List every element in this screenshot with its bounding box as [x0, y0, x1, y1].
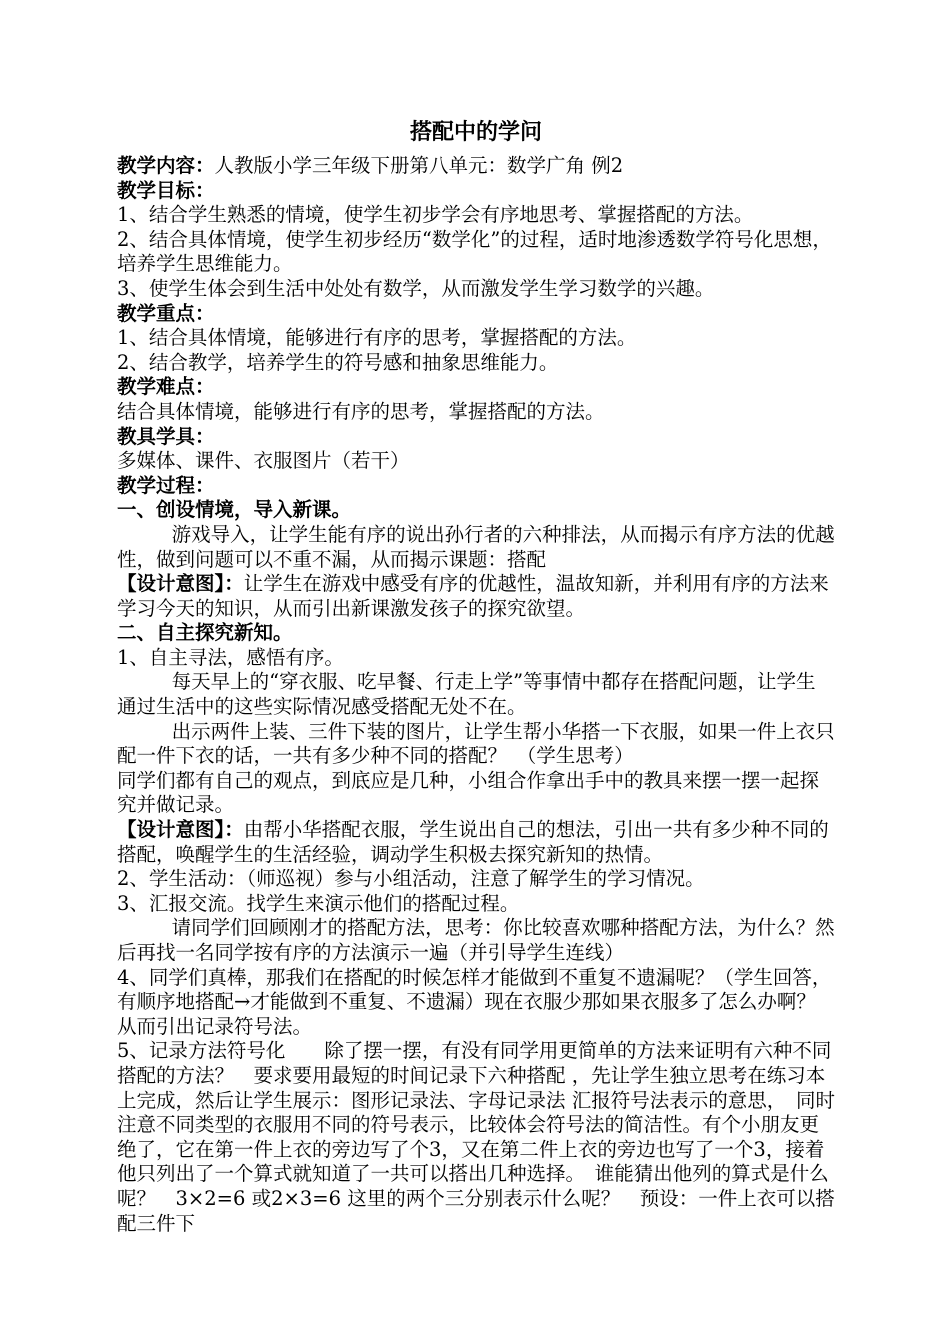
- content-label: 教学内容：: [117, 154, 215, 177]
- section1-design-intent: [117, 572, 835, 621]
- section2-item: 1、自主寻法，感悟有序。: [117, 645, 344, 669]
- section2-paragraph: 同学们都有自己的观点，到底应是几种，小组合作拿出手中的教具来摆一摆一起探究并做记录。: [117, 768, 820, 817]
- goals-heading: 教学目标：: [117, 178, 215, 202]
- section2-item: 2、学生活动：（师巡视）参与小组活动，注意了解学生的学习情况。: [117, 867, 705, 891]
- focus-heading: 教学重点：: [117, 301, 215, 325]
- content-text: 人教版小学三年级下册第八单元：数学广角 例2: [214, 154, 624, 177]
- design-intent-label: 【设计意图】：: [117, 818, 244, 842]
- content-line: [117, 154, 835, 179]
- process-heading: 教学过程：: [117, 473, 215, 497]
- section2-design-intent: [117, 818, 835, 867]
- goal-item: 3、使学生体会到生活中处处有数学，从而激发学生学习数学的兴趣。: [117, 276, 715, 300]
- difficulty-text: 结合具体情境，能够进行有序的思考，掌握搭配的方法。: [117, 399, 605, 423]
- section2-item: 3、汇报交流。找学生来演示他们的搭配过程。: [117, 891, 520, 915]
- tools-heading: 教具学具：: [117, 424, 215, 448]
- section2-paragraph: 出示两件上装、三件下装的图片，让学生帮小华搭一下衣服，如果一件上衣只配一件下衣的话，一共有多少种不同的搭配？ （学生思考）: [117, 719, 835, 768]
- design-intent-label: 【设计意图】：: [117, 572, 244, 596]
- section2-item: 5、记录方法符号化 除了摆一摆，有没有同学用更简单的方法来证明有六种不同搭配的方法？ 要求要用最短的时间记录下六种搭配 ，先让学生独立思考在练习本上完成，然后让学生展示：图形记录法、字母记录法 汇报符号法表示的意思， 同时注意不同类型的衣服用不同的符号表示，比较体会符号法的简洁性。有个小朋友更绝了，它在第一件上衣的旁边写了个3，又在第二件上衣的旁边也写了一个3，接着他只列出了一个算式就知道了一共可以搭出几种选择。 谁能猜出他列的算式是什么呢？ 3×2=6 或2×3=6 这里的两个三分别表示什么呢？ 预设：一件上衣可以搭配三件下: [117, 1039, 835, 1235]
- difficulty-heading: 教学难点：: [117, 375, 215, 399]
- section1-heading: 一、创设情境，导入新课。: [117, 498, 352, 522]
- design-intent-text: 由帮小华搭配衣服，学生说出自己的想法，引出一共有多少种不同的搭配，唤醒学生的生活经验，调动学生积极去探究新知的热情。: [117, 818, 829, 866]
- focus-item: 1、结合具体情境，能够进行有序的思考，掌握搭配的方法。: [117, 326, 637, 350]
- section1-paragraph: 游戏导入，让学生能有序的说出孙行者的六种排法，从而揭示有序方法的优越性，做到问题可以不重不漏，从而揭示课题：搭配: [117, 522, 835, 571]
- section2-heading: 二、自主探究新知。: [117, 621, 293, 645]
- goal-item: 1、结合学生熟悉的情境，使学生初步学会有序地思考、掌握搭配的方法。: [117, 203, 754, 227]
- document-page: [117, 112, 835, 1236]
- section2-paragraph: 请同学们回顾刚才的搭配方法，思考：你比较喜欢哪种搭配方法，为什么？然后再找一名同学按有序的方法演示一遍（并引导学生连线）: [117, 916, 835, 964]
- goal-item: 2、结合具体情境，使学生初步经历“数学化”的过程，适时地渗透数学符号化思想，培养学生思维能力。: [117, 227, 832, 276]
- focus-item: 2、结合教学，培养学生的符号感和抽象思维能力。: [117, 350, 559, 374]
- section2-paragraph: 每天早上的“穿衣服、吃早餐、行走上学”等事情中都存在搭配问题，让学生通过生活中的这些实际情况感受搭配无处不在。: [117, 670, 816, 719]
- tools-text: 多媒体、课件、衣服图片（若干）: [117, 449, 410, 473]
- document-title: 搭配中的学问: [409, 119, 542, 145]
- section2-item: 4、同学们真棒，那我们在搭配的时候怎样才能做到不重复不遗漏呢？（学生回答，有顺序地搭配→才能做到不重复、不遗漏）现在衣服少那如果衣服多了怎么办啊？从而引出记录符号法。: [117, 965, 832, 1038]
- design-intent-text: 让学生在游戏中感受有序的优越性，温故知新，并利用有序的方法来学习今天的知识，从而引出新课激发孩子的探究欲望。: [117, 572, 829, 620]
